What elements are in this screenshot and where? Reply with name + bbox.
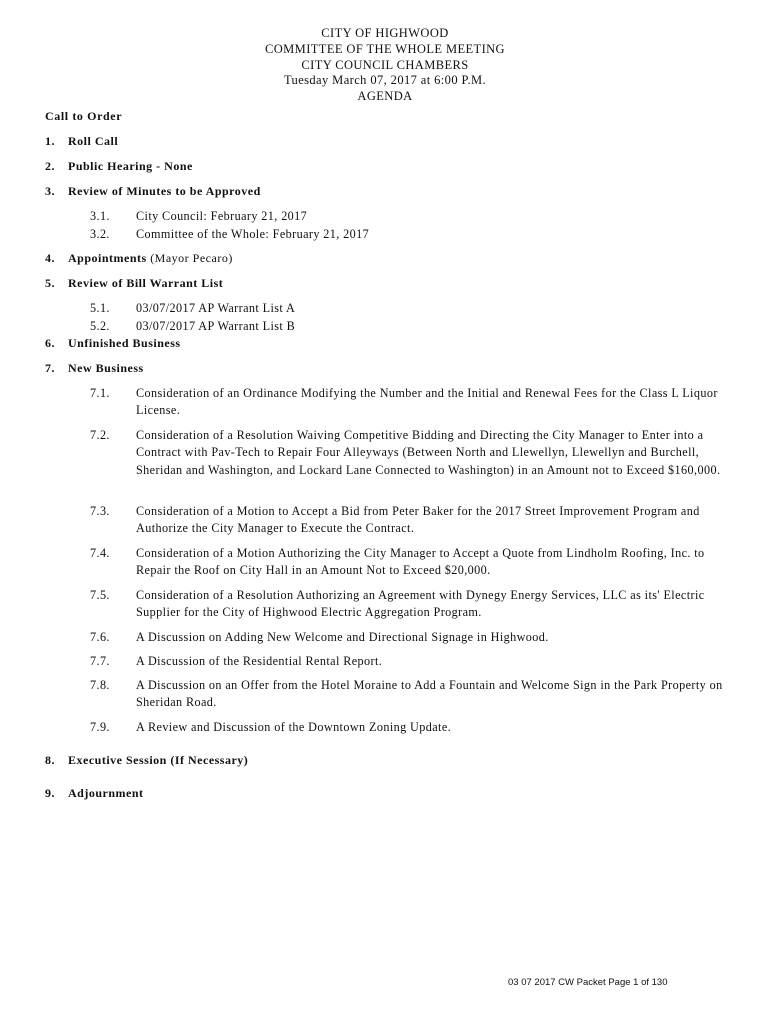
sub-item-text: Committee of the Whole: February 21, 2017 (136, 227, 370, 241)
agenda-item-appointments (45, 251, 233, 266)
meeting-datetime: Tuesday March 07, 2017 at 6:00 P.M. (283, 73, 487, 88)
sub-item-text: Consideration of a Motion to Accept a Bid from Peter Baker for the 2017 Street Improvement Program and Authorize the City Manager to Execute the Contract. (136, 504, 700, 536)
sub-item (90, 629, 730, 646)
meeting-location: CITY COUNCIL CHAMBERS (301, 57, 469, 72)
sub-item-number: 7.8. (90, 678, 110, 692)
sub-item-text: City Council: February 21, 2017 (136, 209, 308, 223)
sub-item-text: 03/07/2017 AP Warrant List A (136, 301, 296, 315)
sub-item-number: 7.6. (90, 630, 110, 644)
agenda-item-unfinished-business (45, 336, 181, 351)
sub-item-text: Consideration of an Ordinance Modifying the Number and the Initial and Renewal Fees for the Class L Liquor License. (136, 386, 718, 418)
agenda-item-roll-call (45, 134, 118, 149)
agenda-item-review-minutes (45, 184, 261, 199)
sub-item (90, 719, 730, 736)
sub-item-text: Consideration of a Motion Authorizing the City Manager to Accept a Quote from Lindholm Roofing, Inc. to Repair the Roof on City Hall in an Amount Not to Exceed $20,000. (136, 546, 705, 578)
item-number: 8. (45, 753, 55, 767)
item-number: 6. (45, 336, 55, 350)
sub-item-text: A Discussion of the Residential Rental Report. (136, 654, 383, 668)
agenda-item-adjournment (45, 786, 144, 801)
item-number: 3. (45, 184, 55, 198)
sub-item (90, 300, 730, 317)
sub-item (90, 587, 730, 622)
page-footer: 03 07 2017 CW Packet Page 1 of 130 (508, 977, 668, 988)
agenda-item-executive-session (45, 753, 248, 768)
sub-item (90, 503, 730, 538)
sub-item-number: 5.1. (90, 301, 110, 315)
agenda-item-bill-warrant (45, 276, 223, 291)
sub-item-number: 3.1. (90, 209, 110, 223)
item-number: 2. (45, 159, 55, 173)
agenda-item-new-business (45, 361, 144, 376)
item-title: Review of Bill Warrant List (68, 276, 224, 290)
item-title: Review of Minutes to be Approved (68, 184, 261, 198)
sub-item-number: 7.9. (90, 720, 110, 734)
sub-item-text: Consideration of a Resolution Waiving Competitive Bidding and Directing the City Manager to Enter into a Contract with Pav-Tech to Repair Four Alleyways (Between North and Llewellyn, Llewellyn and Burchell, Sheridan and Washington, and Lockard Lane Connected to Washington) in an Amount not to Exceed $160,000. (136, 428, 721, 477)
sub-item-number: 7.7. (90, 654, 110, 668)
sub-item (90, 208, 730, 225)
item-title: Unfinished Business (68, 336, 181, 350)
sub-item-text: A Review and Discussion of the Downtown Zoning Update. (136, 720, 452, 734)
item-title: Appointments (68, 251, 147, 265)
sub-item-number: 7.2. (90, 428, 110, 442)
sub-item (90, 677, 730, 712)
item-title: Public Hearing - None (68, 159, 193, 173)
sub-item (90, 318, 730, 335)
city-name: CITY OF HIGHWOOD (321, 26, 449, 40)
sub-item-text: Consideration of a Resolution Authorizing an Agreement with Dynegy Energy Services, LLC as its' Electric Supplier for the City of Highwood Electric Aggregation Program. (136, 588, 705, 620)
sub-item-number: 3.2. (90, 227, 110, 241)
sub-item-number: 5.2. (90, 319, 110, 333)
item-number: 9. (45, 786, 55, 800)
agenda-header (0, 26, 770, 105)
sub-item (90, 385, 730, 420)
sub-item-text: A Discussion on Adding New Welcome and Directional Signage in Highwood. (136, 630, 549, 644)
meeting-name: COMMITTEE OF THE WHOLE MEETING (265, 41, 505, 56)
sub-item-number: 7.1. (90, 386, 110, 400)
sub-item-number: 7.4. (90, 546, 110, 560)
call-to-order: Call to Order (45, 109, 123, 123)
item-note: (Mayor Pecaro) (146, 251, 233, 265)
item-title: Adjournment (68, 786, 144, 800)
sub-item (90, 427, 730, 479)
sub-item-number: 7.3. (90, 504, 110, 518)
item-number: 1. (45, 134, 55, 148)
agenda-title: AGENDA (357, 89, 413, 104)
sub-item-text: A Discussion on an Offer from the Hotel Moraine to Add a Fountain and Welcome Sign in the Park Property on Sheridan Road. (136, 678, 723, 710)
item-number: 5. (45, 276, 55, 290)
sub-item-text: 03/07/2017 AP Warrant List B (136, 319, 296, 333)
sub-item (90, 653, 730, 670)
item-title: Roll Call (68, 134, 119, 148)
sub-item-number: 7.5. (90, 588, 110, 602)
item-number: 4. (45, 251, 55, 265)
item-number: 7. (45, 361, 55, 375)
agenda-item-public-hearing (45, 159, 193, 174)
sub-item (90, 545, 730, 580)
item-title: Executive Session (If Necessary) (68, 753, 249, 767)
sub-item (90, 226, 730, 243)
item-title: New Business (68, 361, 144, 375)
